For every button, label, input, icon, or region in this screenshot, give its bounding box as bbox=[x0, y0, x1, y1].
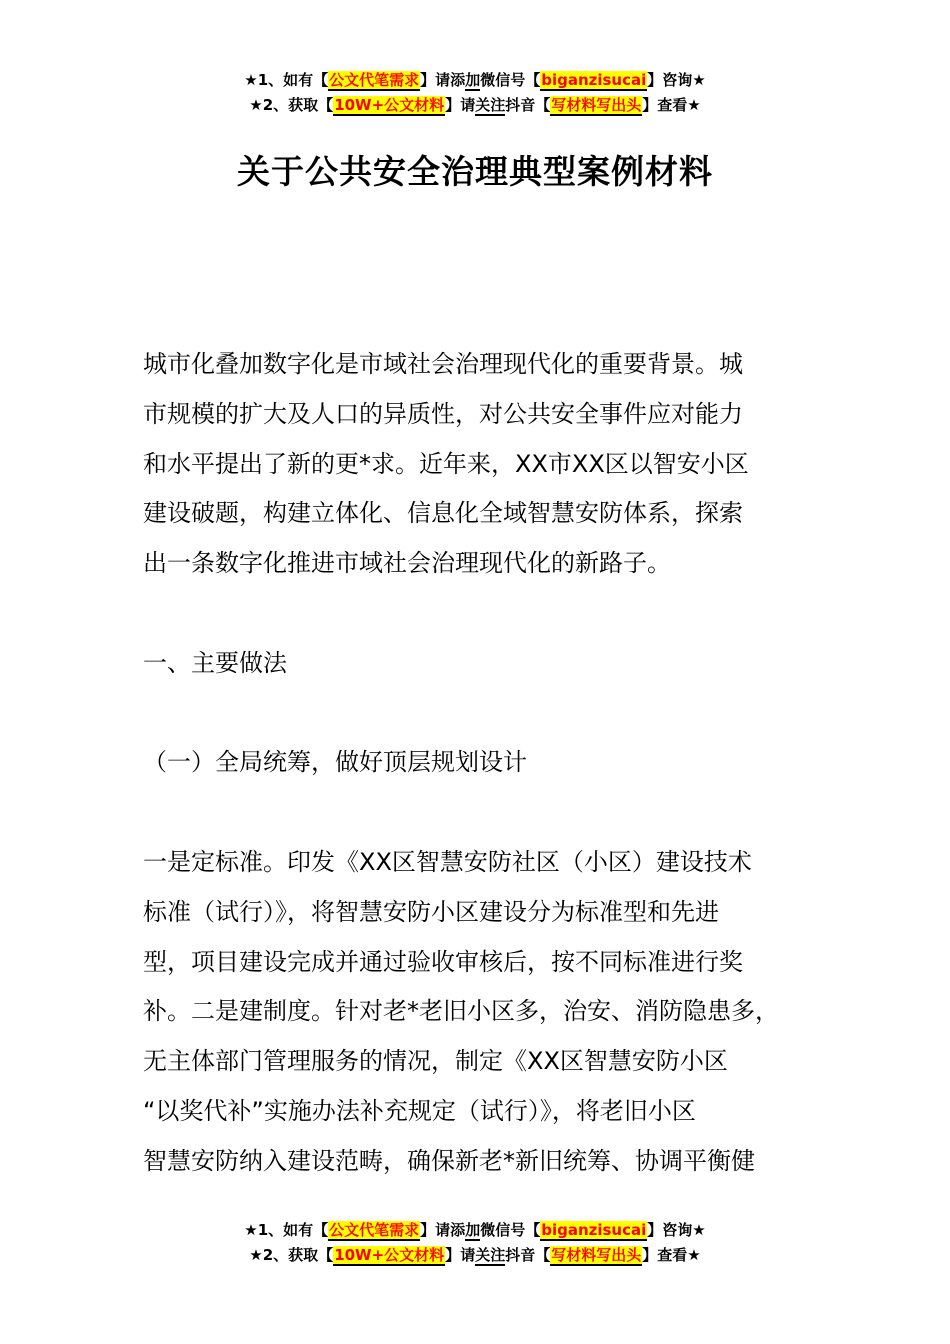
highlight-douyin-id: 写材料写出头 bbox=[551, 96, 642, 114]
banner-text: 】请添 bbox=[420, 71, 466, 89]
text-line: 城市化叠加数字化是市域社会治理现代化的重要背景。城 bbox=[143, 350, 743, 378]
text-line: 市规模的扩大及人口的异质性，对公共安全事件应对能力 bbox=[143, 399, 743, 428]
highlight-douyin-id: 写材料写出头 bbox=[551, 1246, 642, 1264]
highlight-wechat-id: biganzisucai bbox=[541, 71, 647, 89]
banner-text: 微信号【 bbox=[480, 71, 541, 89]
section-heading: 一、主要做法 bbox=[143, 648, 287, 677]
paragraph-gap bbox=[143, 788, 833, 838]
paragraph-gap bbox=[143, 689, 833, 739]
banner-text: ★1、如有【 bbox=[244, 1221, 329, 1239]
banner-text: 抖音【 bbox=[505, 1246, 551, 1264]
text-line: 补。二是建制度。针对老*老旧小区多，治安、消防隐患多， bbox=[143, 997, 779, 1026]
text-line: 建设破题，构建立体化、信息化全域智慧安防体系，探索 bbox=[143, 499, 743, 528]
banner-line-2 bbox=[0, 93, 950, 118]
highlight-service: 公文代笔需求 bbox=[329, 1221, 420, 1239]
paragraph-gap bbox=[143, 589, 833, 639]
banner-text: ★2、获取【 bbox=[249, 1246, 334, 1264]
text-line: 型，项目建设完成并通过验收审核后，按不同标准进行奖 bbox=[143, 947, 743, 976]
banner-text: 】咨询★ bbox=[647, 1221, 706, 1239]
text-line: 无主体部门管理服务的情况，制定《XX区智慧安防小区 bbox=[143, 1047, 728, 1076]
banner-text: 抖音【 bbox=[505, 96, 551, 114]
highlight-wechat-id: biganzisucai bbox=[541, 1221, 647, 1239]
text-line: 出一条数字化推进市域社会治理现代化的新路子。 bbox=[143, 549, 671, 578]
banner-line-1 bbox=[0, 1218, 950, 1243]
highlight-service: 公文代笔需求 bbox=[329, 71, 420, 89]
banner-line-1 bbox=[0, 68, 950, 93]
underlined-text: 关注 bbox=[475, 1246, 506, 1264]
text-line: 和水平提出了新的更*求。近年来，XX市XX区以智安小区 bbox=[143, 449, 749, 478]
document-title: 关于公共安全治理典型案例材料 bbox=[237, 152, 713, 191]
underlined-text: 加 bbox=[465, 71, 481, 89]
highlight-materials: 10W+公文材料 bbox=[334, 1246, 445, 1264]
text-line: 一是定标准。印发《XX区智慧安防社区（小区）建设技术 bbox=[143, 847, 752, 876]
banner-text: ★1、如有【 bbox=[244, 71, 329, 89]
underlined-text: 关注 bbox=[475, 96, 506, 114]
text-line: 智慧安防纳入建设范畴，确保新老*新旧统筹、协调平衡健 bbox=[143, 1146, 755, 1175]
banner-text: 】查看★ bbox=[642, 96, 701, 114]
underlined-text: 加 bbox=[465, 1221, 481, 1239]
banner-text: 】查看★ bbox=[642, 1246, 701, 1264]
banner-text: 】请 bbox=[445, 1246, 476, 1264]
highlight-materials: 10W+公文材料 bbox=[334, 96, 445, 114]
footer-banner bbox=[0, 1218, 950, 1268]
subsection-heading: （一）全局统筹，做好顶层规划设计 bbox=[143, 748, 527, 777]
banner-text: 】咨询★ bbox=[647, 71, 706, 89]
text-line: 标准（试行）》，将智慧安防小区建设分为标准型和先进 bbox=[143, 897, 719, 926]
banner-line-2 bbox=[0, 1243, 950, 1268]
text-line: “以奖代补”实施办法补充规定（试行）》，将老旧小区 bbox=[143, 1096, 696, 1125]
document-body bbox=[143, 340, 833, 1187]
banner-text: 】请 bbox=[445, 96, 476, 114]
banner-text: 】请添 bbox=[420, 1221, 466, 1239]
banner-text: 微信号【 bbox=[480, 1221, 541, 1239]
header-banner bbox=[0, 68, 950, 118]
banner-text: ★2、获取【 bbox=[249, 96, 334, 114]
